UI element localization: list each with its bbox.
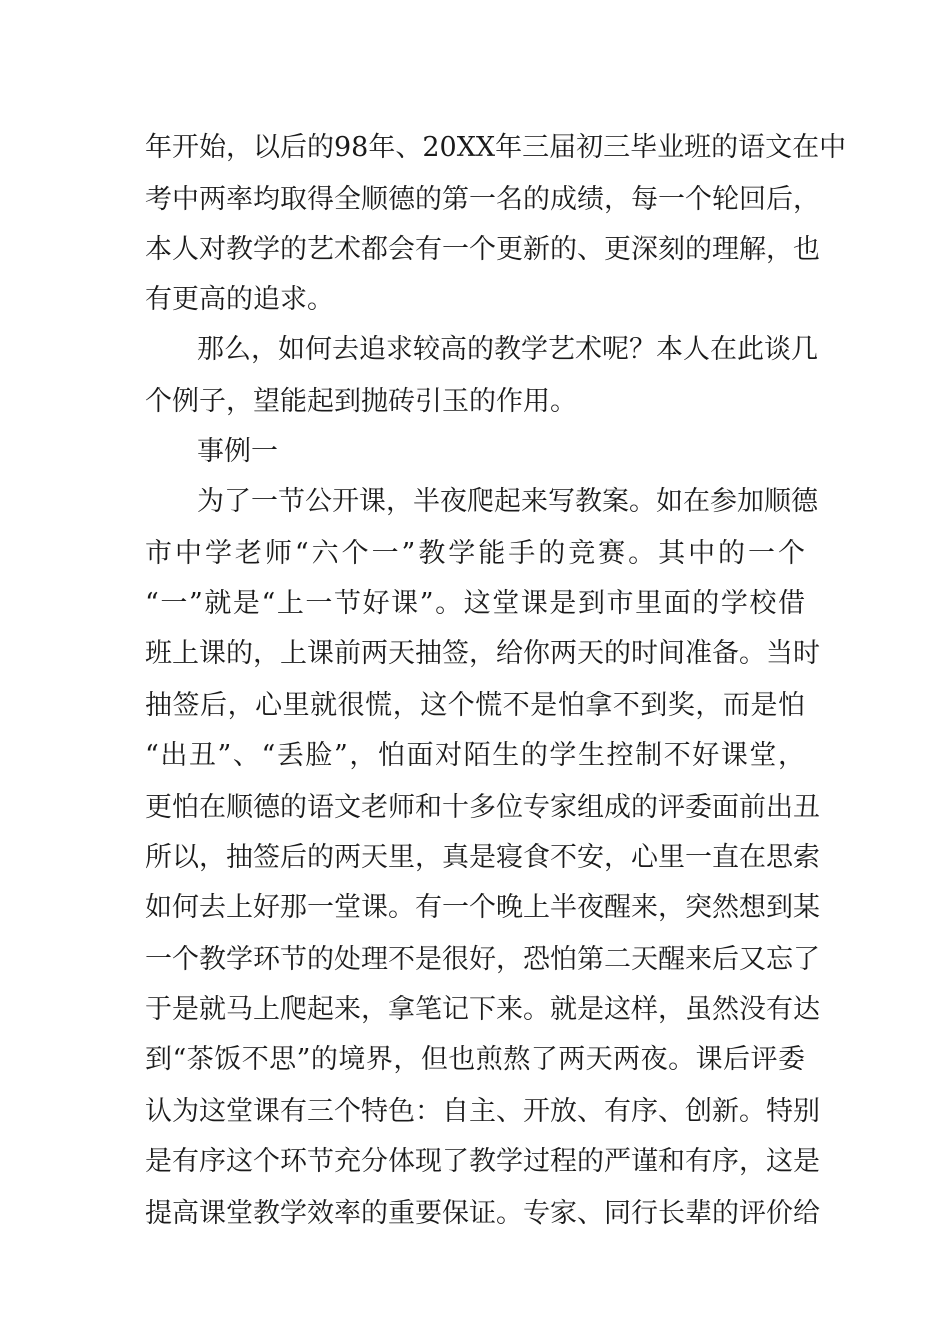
text-line: 个例子，望能起到抛砖引玉的作用。 (145, 386, 577, 417)
text-line: 所以，抽签后的两天里，真是寝食不安，心里一直在思索 (145, 842, 820, 873)
text-line: 一个教学环节的处理不是很好，恐怕第二天醒来后又忘了 (145, 944, 820, 975)
text-line: “一”就是“上一节好课”。这堂课是到市里面的学校借 (145, 588, 805, 619)
text-line: 考中两率均取得全顺德的第一名的成绩，每一个轮回后， (145, 184, 820, 215)
section-heading: 事例一 (197, 436, 278, 467)
text-line: 班上课的，上课前两天抽签，给你两天的时间准备。当时 (145, 638, 820, 669)
text-line: 市中学老师“六个一”教学能手的竞赛。其中的一个 (145, 538, 805, 569)
text-line: 有更高的追求。 (145, 284, 334, 315)
text-line: 是有序这个环节充分体现了教学过程的严谨和有序，这是 (145, 1146, 820, 1177)
text-line: 抽签后，心里就很慌，这个慌不是怕拿不到奖，而是怕 (145, 690, 805, 721)
text-line: 本人对教学的艺术都会有一个更新的、更深刻的理解，也 (145, 234, 820, 265)
text-line: 那么，如何去追求较高的教学艺术呢？本人在此谈几 (197, 334, 818, 365)
text-line: 于是就马上爬起来，拿笔记下来。就是这样，虽然没有达 (145, 994, 820, 1025)
text-line: 为了一节公开课，半夜爬起来写教案。如在参加顺德 (197, 486, 818, 517)
text-line: 到“茶饭不思”的境界，但也煎熬了两天两夜。课后评委 (145, 1044, 805, 1075)
text-line: 更怕在顺德的语文老师和十多位专家组成的评委面前出丑 (145, 792, 820, 823)
text-line: 认为这堂课有三个特色：自主、开放、有序、创新。特别 (145, 1096, 820, 1127)
text-line: 年开始，以后的98年、20XX年三届初三毕业班的语文在中 (145, 132, 847, 163)
text-line: “出丑”、“丢脸”，怕面对陌生的学生控制不好课堂， (145, 740, 805, 771)
text-line: 如何去上好那一堂课。有一个晚上半夜醒来，突然想到某 (145, 892, 820, 923)
text-line: 提高课堂教学效率的重要保证。专家、同行长辈的评价给 (145, 1198, 820, 1229)
